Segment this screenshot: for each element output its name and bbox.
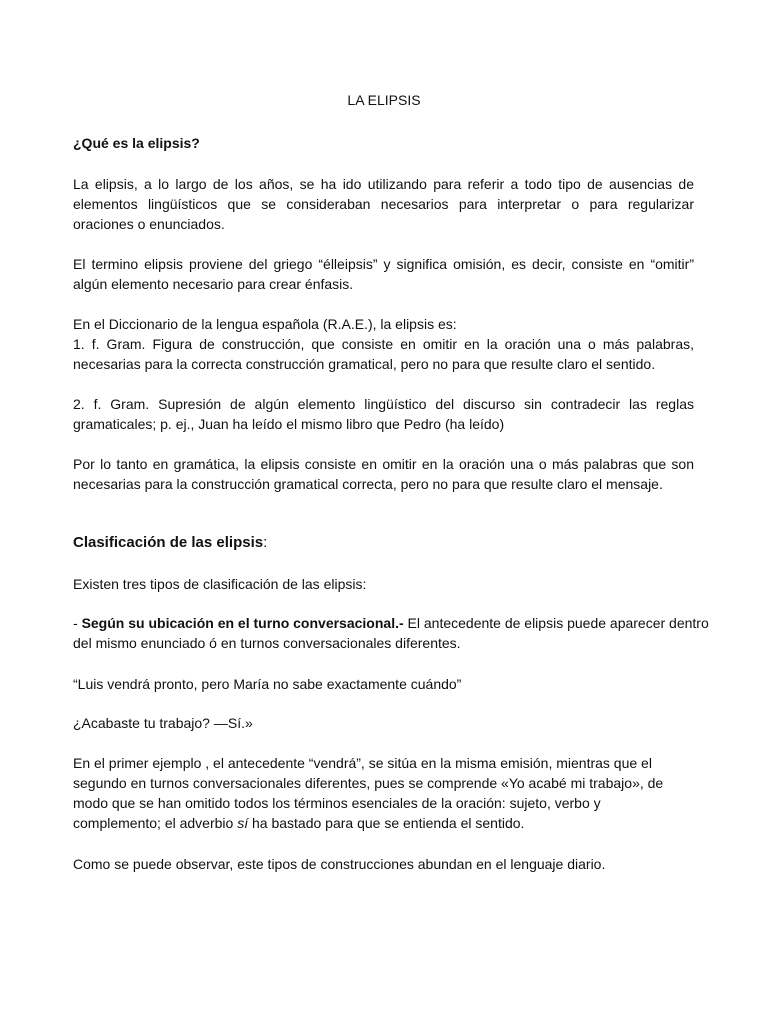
- paragraph-explanation: [73, 753, 694, 833]
- paragraph-line: En el primer ejemplo , el antecedente “vendrá”, se sitúa en la misma emisión, mientras que el: [73, 755, 652, 771]
- paragraph-line: 2. f. Gram. Supresión de algún elemento lingüístico del discurso sin contradecir las reglas: [73, 396, 694, 412]
- paragraph-etymology: [73, 254, 694, 294]
- classification-item: [73, 613, 709, 653]
- paragraph-line: gramaticales; p. ej., Juan ha leído el mismo libro que Pedro (ha leído): [73, 416, 505, 432]
- paragraph-line: necesarias para la construcción gramatical correcta, pero no para que resulte claro el mensaje.: [73, 476, 663, 492]
- paragraph-intro: Existen tres tipos de clasificación de las elipsis:: [73, 576, 367, 592]
- paragraph-rae-definition-1: [73, 314, 694, 374]
- line-text: complemento; el adverbio: [73, 815, 234, 831]
- paragraph-rae-definition-2: [73, 394, 694, 434]
- paragraph-line: segundo en turnos conversacionales diferentes, pues se comprende «Yo acabé mi trabajo», de: [73, 775, 664, 791]
- example-quote: “Luis vendrá pronto, pero María no sabe exactamente cuándo”: [73, 676, 462, 692]
- section-heading-text: Clasificación de las elipsis: [73, 534, 264, 551]
- paragraph-line: En el Diccionario de la lengua española (R.A.E.), la elipsis es:: [73, 316, 457, 332]
- line-text: ha bastado para que se entienda el sentido.: [251, 815, 525, 831]
- paragraph-line: [73, 813, 694, 833]
- italic-word: sí: [237, 815, 249, 831]
- example-dialogue: ¿Acabaste tu trabajo? —Sí.»: [73, 715, 253, 731]
- paragraph-line: 1. f. Gram. Figura de construcción, que consiste en omitir en la oración una o más palabras,: [73, 336, 694, 352]
- item-text: El antecedente de elipsis puede aparecer dentro: [407, 615, 709, 631]
- paragraph-line: Por lo tanto en gramática, la elipsis consiste en omitir en la oración una o más palabras que son: [73, 456, 694, 472]
- item-bullet: -: [73, 615, 78, 631]
- paragraph-line: necesarias para la correcta construcción gramatical, pero no para que resulte claro el sentido.: [73, 356, 656, 372]
- paragraph-line: El termino elipsis proviene del griego “élleipsis” y significa omisión, es decir, consiste en “omitir”: [73, 256, 694, 272]
- paragraph-definition: [73, 174, 694, 234]
- paragraph-summary: [73, 454, 694, 494]
- document-title: LA ELIPSIS: [347, 92, 421, 108]
- item-label: Según su ubicación en el turno conversacional.-: [81, 615, 404, 631]
- paragraph-line: [73, 613, 709, 633]
- paragraph-line: del mismo enunciado ó en turnos conversacionales diferentes.: [73, 635, 461, 651]
- paragraph-line: algún elemento necesario para crear énfasis.: [73, 276, 354, 292]
- section-heading-colon: :: [263, 534, 268, 551]
- paragraph-conclusion: Como se puede observar, este tipos de construcciones abundan en el lenguaje diario.: [73, 856, 606, 872]
- section-heading-what-is-ellipsis: ¿Qué es la elipsis?: [73, 135, 200, 151]
- paragraph-line: La elipsis, a lo largo de los años, se ha ido utilizando para referir a todo tipo de ausencias de: [73, 176, 694, 192]
- section-heading-classification: [73, 532, 694, 554]
- paragraph-line: elementos lingüísticos que se consideraban necesarios para interpretar o para regularizar: [73, 196, 694, 212]
- paragraph-line: oraciones o enunciados.: [73, 216, 225, 232]
- paragraph-line: modo que se han omitido todos los términos esenciales de la oración: sujeto, verbo y: [73, 795, 601, 811]
